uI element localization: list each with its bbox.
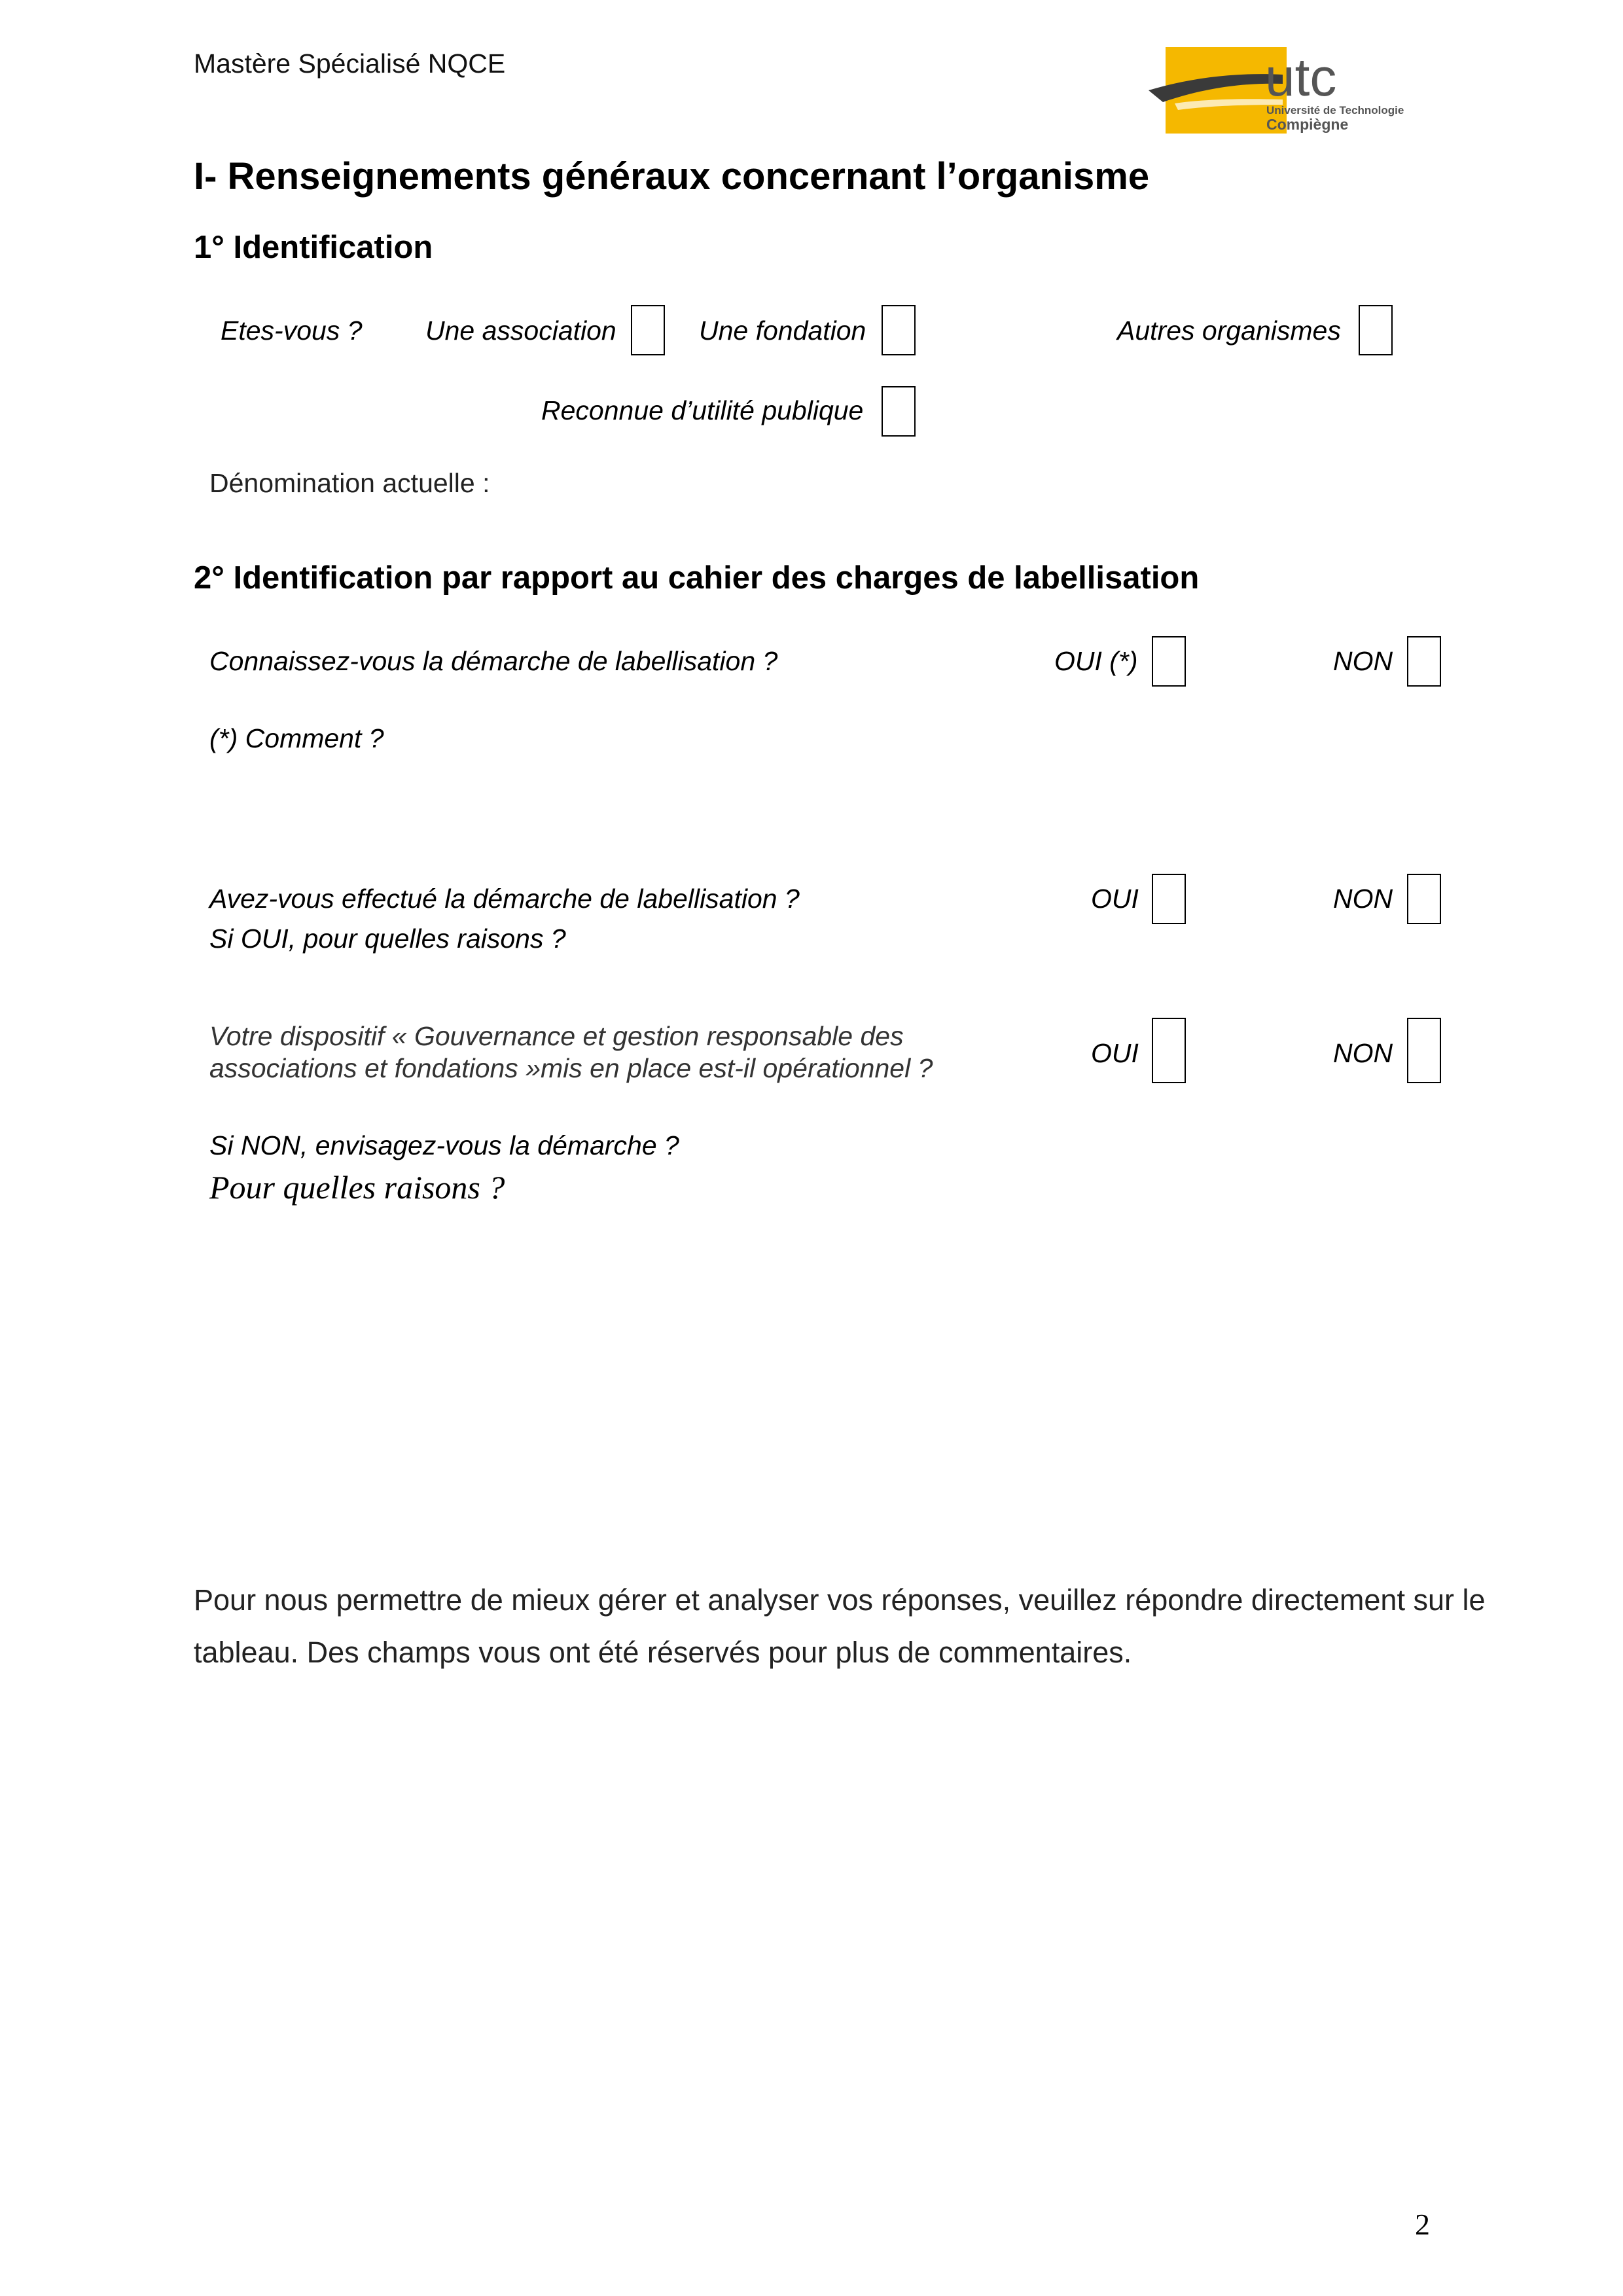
q2-followup: Si OUI, pour quelles raisons ? (209, 924, 566, 954)
checkbox-autres[interactable] (1359, 305, 1393, 355)
q3-line2: associations et fondations »mis en place est-il opérationnel ? (209, 1053, 933, 1083)
question-etes-vous: Etes-vous ? (221, 315, 363, 346)
subsection-2-title: 2° Identification par rapport au cahier des charges de labellisation (194, 560, 1200, 596)
header-program: Mastère Spécialisé NQCE (194, 48, 506, 79)
q2-yes-label: OUI (1091, 884, 1139, 914)
q3-no-checkbox[interactable] (1407, 1018, 1441, 1083)
utc-logo (1149, 45, 1410, 139)
logo-text-main: utc (1265, 48, 1337, 107)
q3-yes-label: OUI (1091, 1038, 1139, 1068)
comment-label: (*) Comment ? (209, 723, 384, 753)
checkbox-association[interactable] (631, 305, 665, 355)
subsection-1-title: 1° Identification (194, 230, 433, 265)
checkbox-fondation[interactable] (882, 305, 916, 355)
section-title: I- Renseignements généraux concernant l’organisme (194, 155, 1150, 198)
option-fondation-label: Une fondation (699, 315, 866, 346)
option-utilite-label: Reconnue d’utilité publique (541, 395, 864, 425)
q3-line1: Votre dispositif « Gouvernance et gestion responsable des (209, 1021, 904, 1051)
q1-no-checkbox[interactable] (1407, 636, 1441, 687)
logo-text-line2: Compiègne (1266, 116, 1349, 133)
footer-note: Pour nous permettre de mieux gérer et analyser vos réponses, veuillez répondre directement sur le tableau. Des champs vous ont été réservés pour plus de commentaires. (194, 1583, 1486, 1669)
q1-yes-label: OUI (*) (1054, 646, 1138, 676)
q2-text: Avez-vous effectué la démarche de labellisation ? (209, 884, 800, 914)
if-no-text: Si NON, envisagez-vous la démarche ? (209, 1130, 679, 1160)
logo-text-line1: Université de Technologie (1266, 104, 1404, 117)
option-autres-label: Autres organismes (1117, 315, 1341, 346)
option-association-label: Une association (425, 315, 616, 346)
page-number: 2 (1415, 2208, 1430, 2241)
reasons-text: Pour quelles raisons ? (209, 1169, 505, 1206)
q3-no-label: NON (1333, 1038, 1393, 1068)
utc-logo-graphic (1149, 45, 1410, 139)
denomination-label: Dénomination actuelle : (209, 468, 490, 498)
q1-no-label: NON (1333, 646, 1393, 676)
q3-yes-checkbox[interactable] (1152, 1018, 1186, 1083)
q2-no-checkbox[interactable] (1407, 874, 1441, 924)
checkbox-utilite[interactable] (882, 386, 916, 437)
q2-no-label: NON (1333, 884, 1393, 914)
q1-yes-checkbox[interactable] (1152, 636, 1186, 687)
q2-yes-checkbox[interactable] (1152, 874, 1186, 924)
q1-text: Connaissez-vous la démarche de labellisation ? (209, 646, 778, 676)
